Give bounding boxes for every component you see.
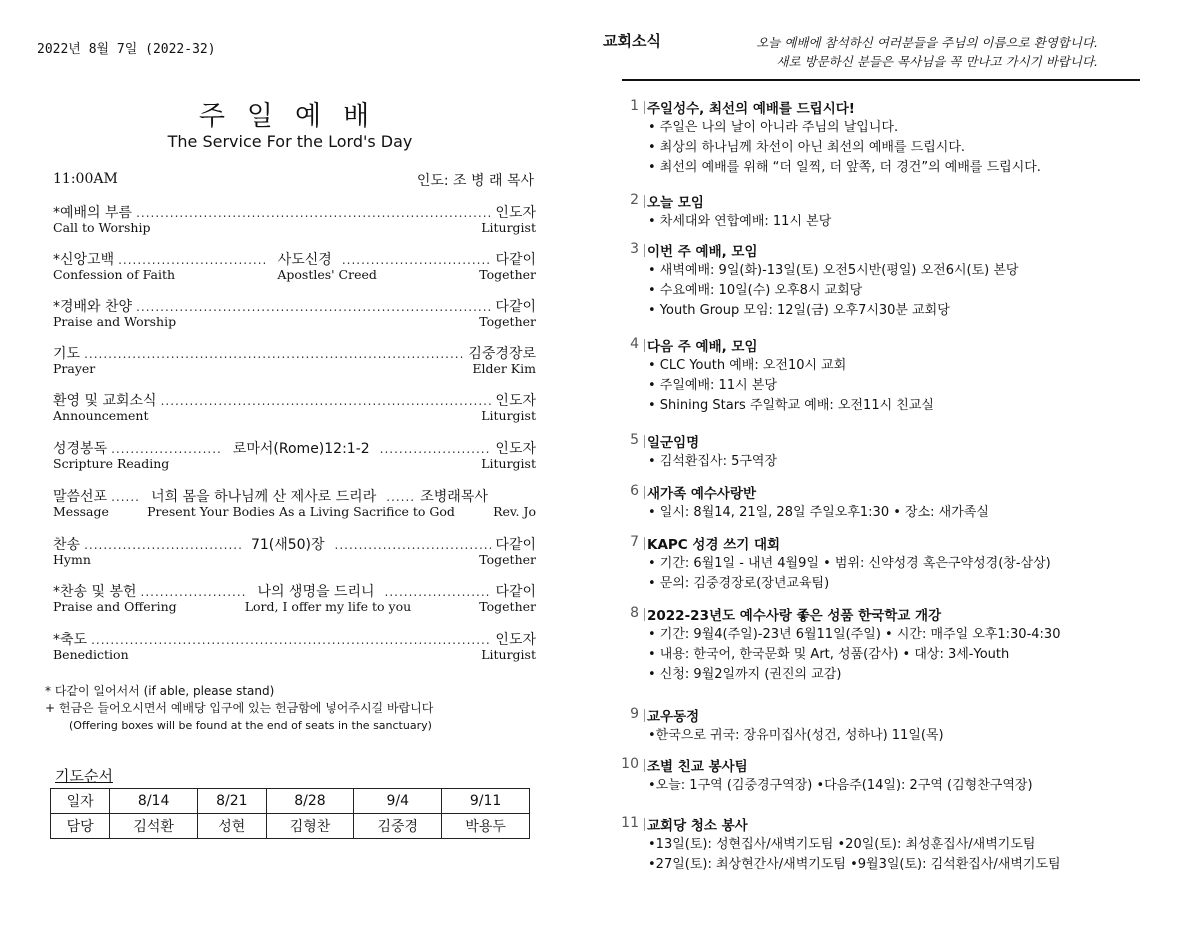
item-role-en: Elder Kim — [472, 361, 536, 376]
table-cell: 김형찬 — [266, 814, 354, 839]
note-offering: + 헌금은 들어오시면서 예배당 입구에 있는 헌금함에 넣어주시길 바랍니다 — [45, 701, 434, 715]
item-label-ko: 말씀선포 — [53, 489, 108, 505]
section-number: 11 — [617, 815, 639, 831]
section-line: • 수요예배: 10일(수) 오후8시 교회당 — [648, 283, 863, 298]
order-item-praise — [53, 296, 536, 332]
service-title-english: The Service For the Lord's Day — [167, 132, 413, 151]
service-notes — [45, 683, 433, 734]
item-detail-en: Lord, I offer my life to you — [244, 599, 412, 614]
order-item-confession — [53, 249, 536, 285]
section-heading: 오늘 모임 — [647, 195, 704, 211]
item-label-en: Announcement — [53, 408, 149, 423]
item-role-en: Rev. Jo — [493, 504, 536, 519]
table-cell: 8/14 — [110, 789, 198, 814]
section-heading: KAPC 성경 쓰기 대회 — [647, 537, 781, 553]
section-number: 9 — [617, 706, 639, 722]
section-number: 10 — [617, 756, 639, 772]
note-offering-english: (Offering boxes will be found at the end of seats in the sanctuary) — [69, 719, 432, 732]
table-cell: 9/4 — [354, 789, 442, 814]
section-number: 5 — [617, 432, 639, 448]
item-label-en: Hymn — [53, 552, 91, 567]
prayer-schedule-table — [50, 788, 530, 839]
item-role-en: Together — [479, 552, 536, 567]
item-role-ko: 조병래목사 — [420, 489, 488, 505]
item-role-en: Liturgist — [481, 220, 536, 235]
table-cell: 성현 — [198, 814, 267, 839]
item-label-en: Message — [53, 504, 109, 519]
section-heading: 새가족 예수사랑반 — [647, 486, 757, 502]
item-label-ko: *예배의 부름 — [53, 205, 133, 221]
table-cell: 김중경 — [354, 814, 442, 839]
section-line: • Youth Group 모임: 12일(금) 오후7시30분 교회당 — [648, 303, 950, 318]
section-line: • 문의: 김중경장로(장년교육팀) — [648, 576, 830, 591]
item-role-ko: 인도자 — [495, 393, 536, 409]
section-number: 3 — [617, 241, 639, 257]
item-detail-ko: 나의 생명을 드리니 — [257, 584, 375, 600]
section-number: 1 — [617, 98, 639, 114]
section-number: 2 — [617, 192, 639, 208]
table-row — [51, 814, 530, 839]
item-role-en: Together — [479, 599, 536, 614]
item-role-en: Liturgist — [481, 408, 536, 423]
section-heading: 2022-23년도 예수사랑 좋은 성품 한국학교 개강 — [647, 608, 942, 624]
item-role-en: Together — [479, 267, 536, 282]
item-role-ko: 인도자 — [495, 441, 536, 457]
service-leader: 인도: 조 병 래 목사 — [416, 173, 534, 189]
order-item-scripture — [53, 438, 536, 474]
section-line: • Shining Stars 주일학교 예배: 오전11시 친교실 — [648, 398, 934, 413]
section-heading: 교우동정 — [647, 709, 700, 725]
section-line: • 기간: 9월4(주일)-23년 6월11일(주일) • 시간: 매주일 오후1:30-4:30 — [648, 627, 1061, 642]
order-item-benediction — [53, 629, 536, 665]
table-cell: 8/21 — [198, 789, 267, 814]
section-heading: 주일성수, 최선의 예배를 드립시다! — [647, 101, 855, 117]
section-number: 7 — [617, 534, 639, 550]
table-cell: 일자 — [51, 789, 110, 814]
order-item-message — [53, 486, 536, 522]
table-cell: 김석환 — [110, 814, 198, 839]
section-heading: 다음 주 예배, 모임 — [647, 339, 758, 355]
item-role-en: Liturgist — [481, 647, 536, 662]
section-line: • 기간: 6월1일 - 내년 4월9일 • 범위: 신약성경 혹은구약성경(창-삼상) — [648, 556, 1051, 571]
order-item-offering — [53, 581, 536, 617]
prayer-schedule-title: 기도순서 — [55, 767, 113, 785]
section-number: 4 — [617, 336, 639, 352]
service-title-korean: 주일예배 — [198, 101, 392, 132]
item-label-ko: *신앙고백 — [53, 252, 115, 268]
item-label-ko: 환영 및 교회소식 — [53, 393, 157, 409]
item-label-en: Benediction — [53, 647, 129, 662]
item-label-ko: *경배와 찬양 — [53, 299, 133, 315]
section-line: • CLC Youth 예배: 오전10시 교회 — [648, 358, 847, 373]
item-label-ko: 성경봉독 — [53, 441, 108, 457]
order-item-call-to-worship — [53, 202, 536, 238]
section-line: • 일시: 8월14, 21일, 28일 주일오후1:30 • 장소: 새가족실 — [648, 505, 989, 520]
table-cell: 담당 — [51, 814, 110, 839]
item-role-en: Liturgist — [481, 456, 536, 471]
order-item-prayer — [53, 343, 536, 379]
order-item-announcement — [53, 390, 536, 426]
section-line: • 김석환집사: 5구역장 — [648, 454, 778, 469]
section-line: • 내용: 한국어, 한국문화 및 Art, 성품(감사) • 대상: 3세-Youth — [648, 647, 1010, 662]
section-line: • 주일은 나의 날이 아니라 주님의 날입니다. — [648, 120, 899, 135]
bulletin-date: 2022년 8월 7일 (2022-32) — [37, 42, 216, 57]
table-row — [51, 789, 530, 814]
section-line: • 최선의 예배를 위해 “더 일찍, 더 앞쪽, 더 경건”의 예배를 드립시다. — [648, 160, 1041, 175]
service-time: 11:00AM — [53, 171, 118, 187]
welcome-line-2: 새로 방문하신 분들은 목사님을 꼭 만나고 가시기 바랍니다. — [776, 54, 1098, 69]
item-label-en: Praise and Offering — [53, 599, 177, 614]
section-number: 6 — [617, 483, 639, 499]
header-divider — [622, 79, 1140, 81]
item-label-ko: *찬송 및 봉헌 — [53, 584, 137, 600]
item-detail-ko: 사도신경 — [277, 252, 332, 268]
section-line: •오늘: 1구역 (김중경구역장) •다음주(14일): 2구역 (김형찬구역장) — [648, 778, 1033, 793]
item-label-en: Praise and Worship — [53, 314, 177, 329]
church-news-title: 교회소식 — [603, 32, 661, 50]
item-role-ko: 다같이 — [495, 252, 537, 268]
section-heading: 조별 친교 봉사팀 — [647, 759, 748, 775]
item-role-ko: 김중경장로 — [468, 346, 536, 362]
item-role-ko: 다같이 — [495, 584, 537, 600]
order-of-service-page — [0, 0, 580, 929]
section-heading: 교회당 청소 봉사 — [647, 818, 748, 834]
item-label-en: Confession of Faith — [53, 267, 176, 282]
section-line: • 차세대와 연합예배: 11시 본당 — [648, 214, 832, 229]
item-detail-ko: 너희 몸을 하나님께 산 제사로 드리라 — [151, 489, 377, 505]
section-heading: 일군임명 — [647, 435, 700, 451]
item-role-en: Together — [479, 314, 536, 329]
section-line: • 주일예배: 11시 본당 — [648, 378, 777, 393]
item-label-en: Scripture Reading — [53, 456, 170, 471]
section-line: • 최상의 하나님께 차선이 아닌 최선의 예배를 드립시다. — [648, 140, 966, 155]
item-detail-ko: 로마서(Rome)12:1-2 — [232, 441, 370, 457]
item-role-ko: 인도자 — [495, 632, 536, 648]
section-line: •한국으로 귀국: 장유미집사(성건, 성하나) 11일(목) — [648, 728, 944, 743]
order-item-hymn — [53, 534, 536, 570]
item-label-en: Call to Worship — [53, 220, 151, 235]
item-detail-ko: 71(새50)장 — [250, 537, 325, 553]
table-cell: 8/28 — [266, 789, 354, 814]
item-detail-en: Apostles' Creed — [277, 267, 377, 282]
item-label-en: Prayer — [53, 361, 96, 376]
item-label-ko: *축도 — [53, 632, 88, 648]
item-role-ko: 인도자 — [495, 205, 536, 221]
section-line: •27일(토): 최상현간사/새벽기도팀 •9월3일(토): 김석환집사/새벽기도팀 — [648, 857, 1061, 872]
section-line: • 신청: 9월2일까지 (권진의 교감) — [648, 667, 842, 682]
section-line: •13일(토): 성현집사/새벽기도팀 •20일(토): 최성훈집사/새벽기도팀 — [648, 837, 1036, 852]
item-role-ko: 다같이 — [495, 537, 536, 553]
section-heading: 이번 주 예배, 모임 — [647, 244, 758, 260]
welcome-message — [756, 33, 1098, 71]
section-number: 8 — [617, 605, 639, 621]
table-cell: 9/11 — [442, 789, 530, 814]
note-stand: * 다같이 일어서서 (if able, please stand) — [45, 684, 275, 698]
church-news-page — [585, 0, 1200, 929]
welcome-line-1: 오늘 예배에 참석하신 여러분들을 주님의 이름으로 환영합니다. — [756, 35, 1098, 50]
section-line: • 새벽예배: 9일(화)-13일(토) 오전5시반(평일) 오전6시(토) 본당 — [648, 263, 1019, 278]
table-cell: 박용두 — [442, 814, 530, 839]
item-label-ko: 찬송 — [53, 537, 81, 553]
item-role-ko: 다같이 — [495, 299, 536, 315]
item-label-ko: 기도 — [53, 346, 81, 362]
item-detail-en: Present Your Bodies As a Living Sacrifice to God — [147, 504, 455, 519]
